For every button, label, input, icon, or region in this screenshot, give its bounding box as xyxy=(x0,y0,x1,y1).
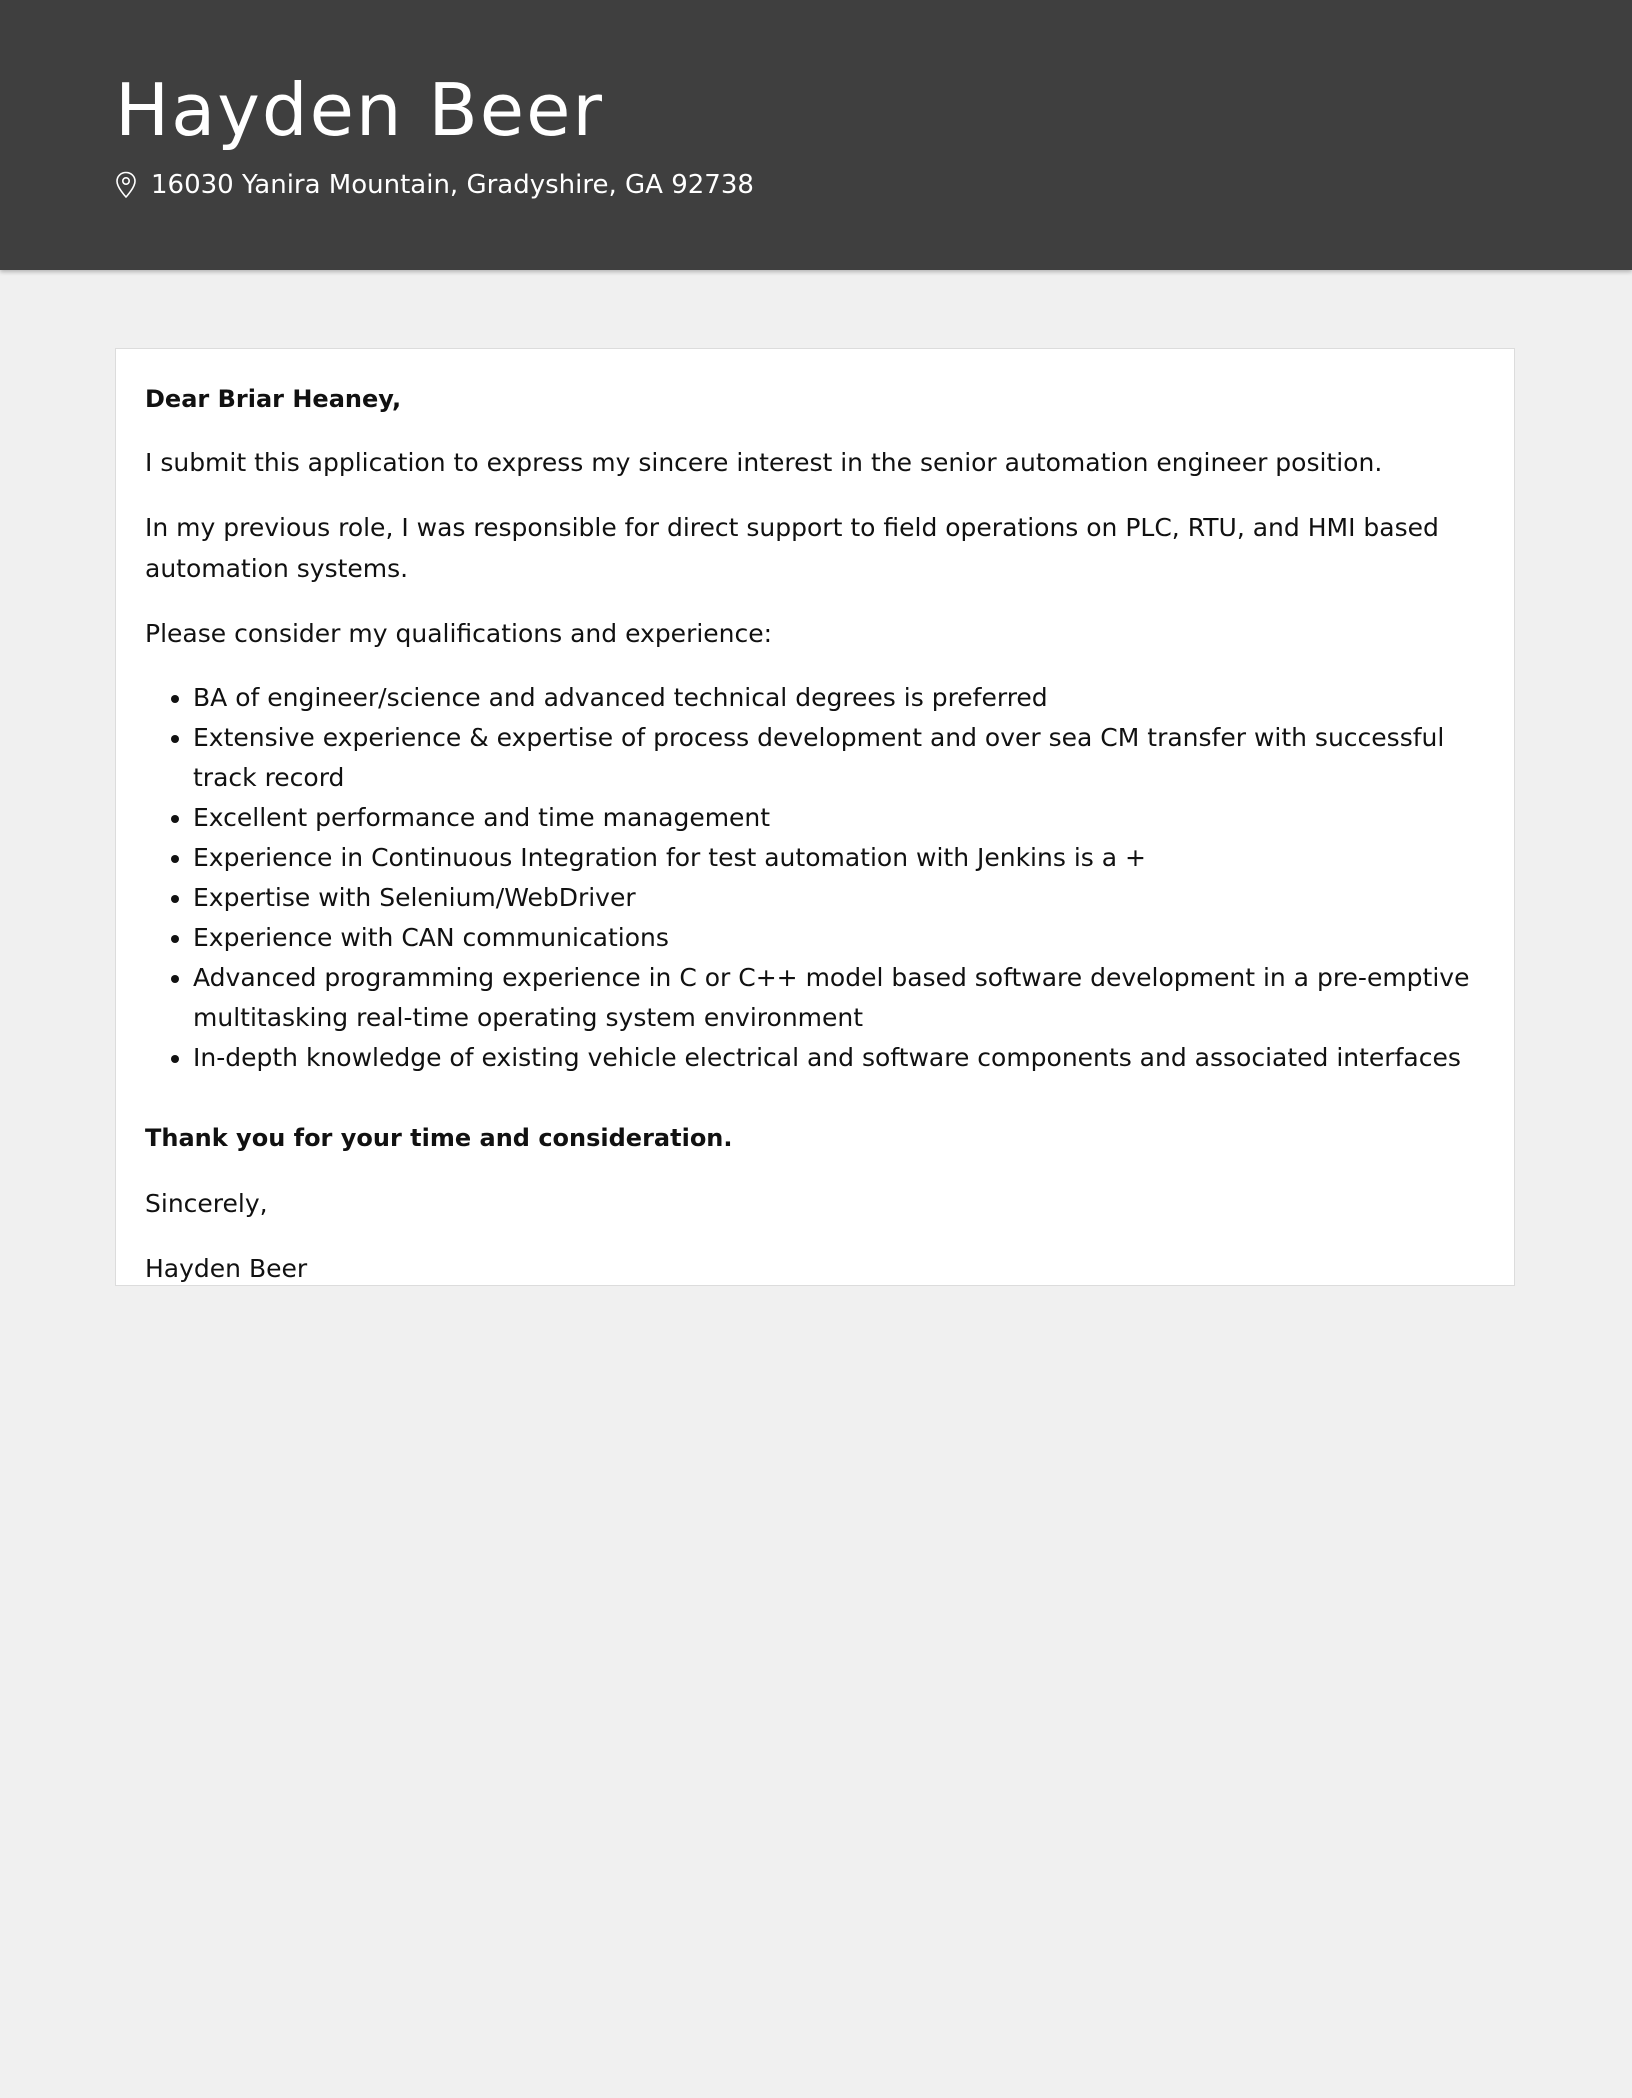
closing-line: Thank you for your time and consideration. xyxy=(145,1124,733,1152)
list-item: • Extensive experience & expertise of process development and over sea CM transfer with successful track record xyxy=(193,718,1485,798)
sign-off: Sincerely, xyxy=(145,1189,268,1218)
list-item: • Advanced programming experience in C or C++ model based software development in a pre-emptive multitasking real-time operating system environment xyxy=(193,958,1485,1038)
list-item: • Experience in Continuous Integration for test automation with Jenkins is a + xyxy=(193,838,1485,878)
experience-paragraph: In my previous role, I was responsible for direct support to field operations on PLC, RTU, and HMI based automation systems. xyxy=(145,513,1439,583)
header-banner xyxy=(0,0,1632,270)
qualifications-list xyxy=(145,678,1485,1078)
salutation: Dear Briar Heaney, xyxy=(145,385,402,413)
applicant-name: Hayden Beer xyxy=(115,68,604,152)
list-item: • Expertise with Selenium/WebDriver xyxy=(193,878,1485,918)
intro-paragraph: I submit this application to express my sincere interest in the senior automation engineer position. xyxy=(145,448,1383,477)
signature-name: Hayden Beer xyxy=(145,1254,308,1283)
list-item: • BA of engineer/science and advanced technical degrees is preferred xyxy=(193,678,1485,718)
address-line xyxy=(115,166,754,204)
map-pin-icon xyxy=(115,171,137,199)
list-item: • Excellent performance and time management xyxy=(193,798,1485,838)
cover-letter-card xyxy=(115,348,1515,1286)
address-text: 16030 Yanira Mountain, Gradyshire, GA 92738 xyxy=(151,170,754,200)
list-item: • Experience with CAN communications xyxy=(193,918,1485,958)
qualifications-intro: Please consider my qualifications and experience: xyxy=(145,619,773,648)
list-item: • In-depth knowledge of existing vehicle electrical and software components and associated interfaces xyxy=(193,1038,1485,1078)
